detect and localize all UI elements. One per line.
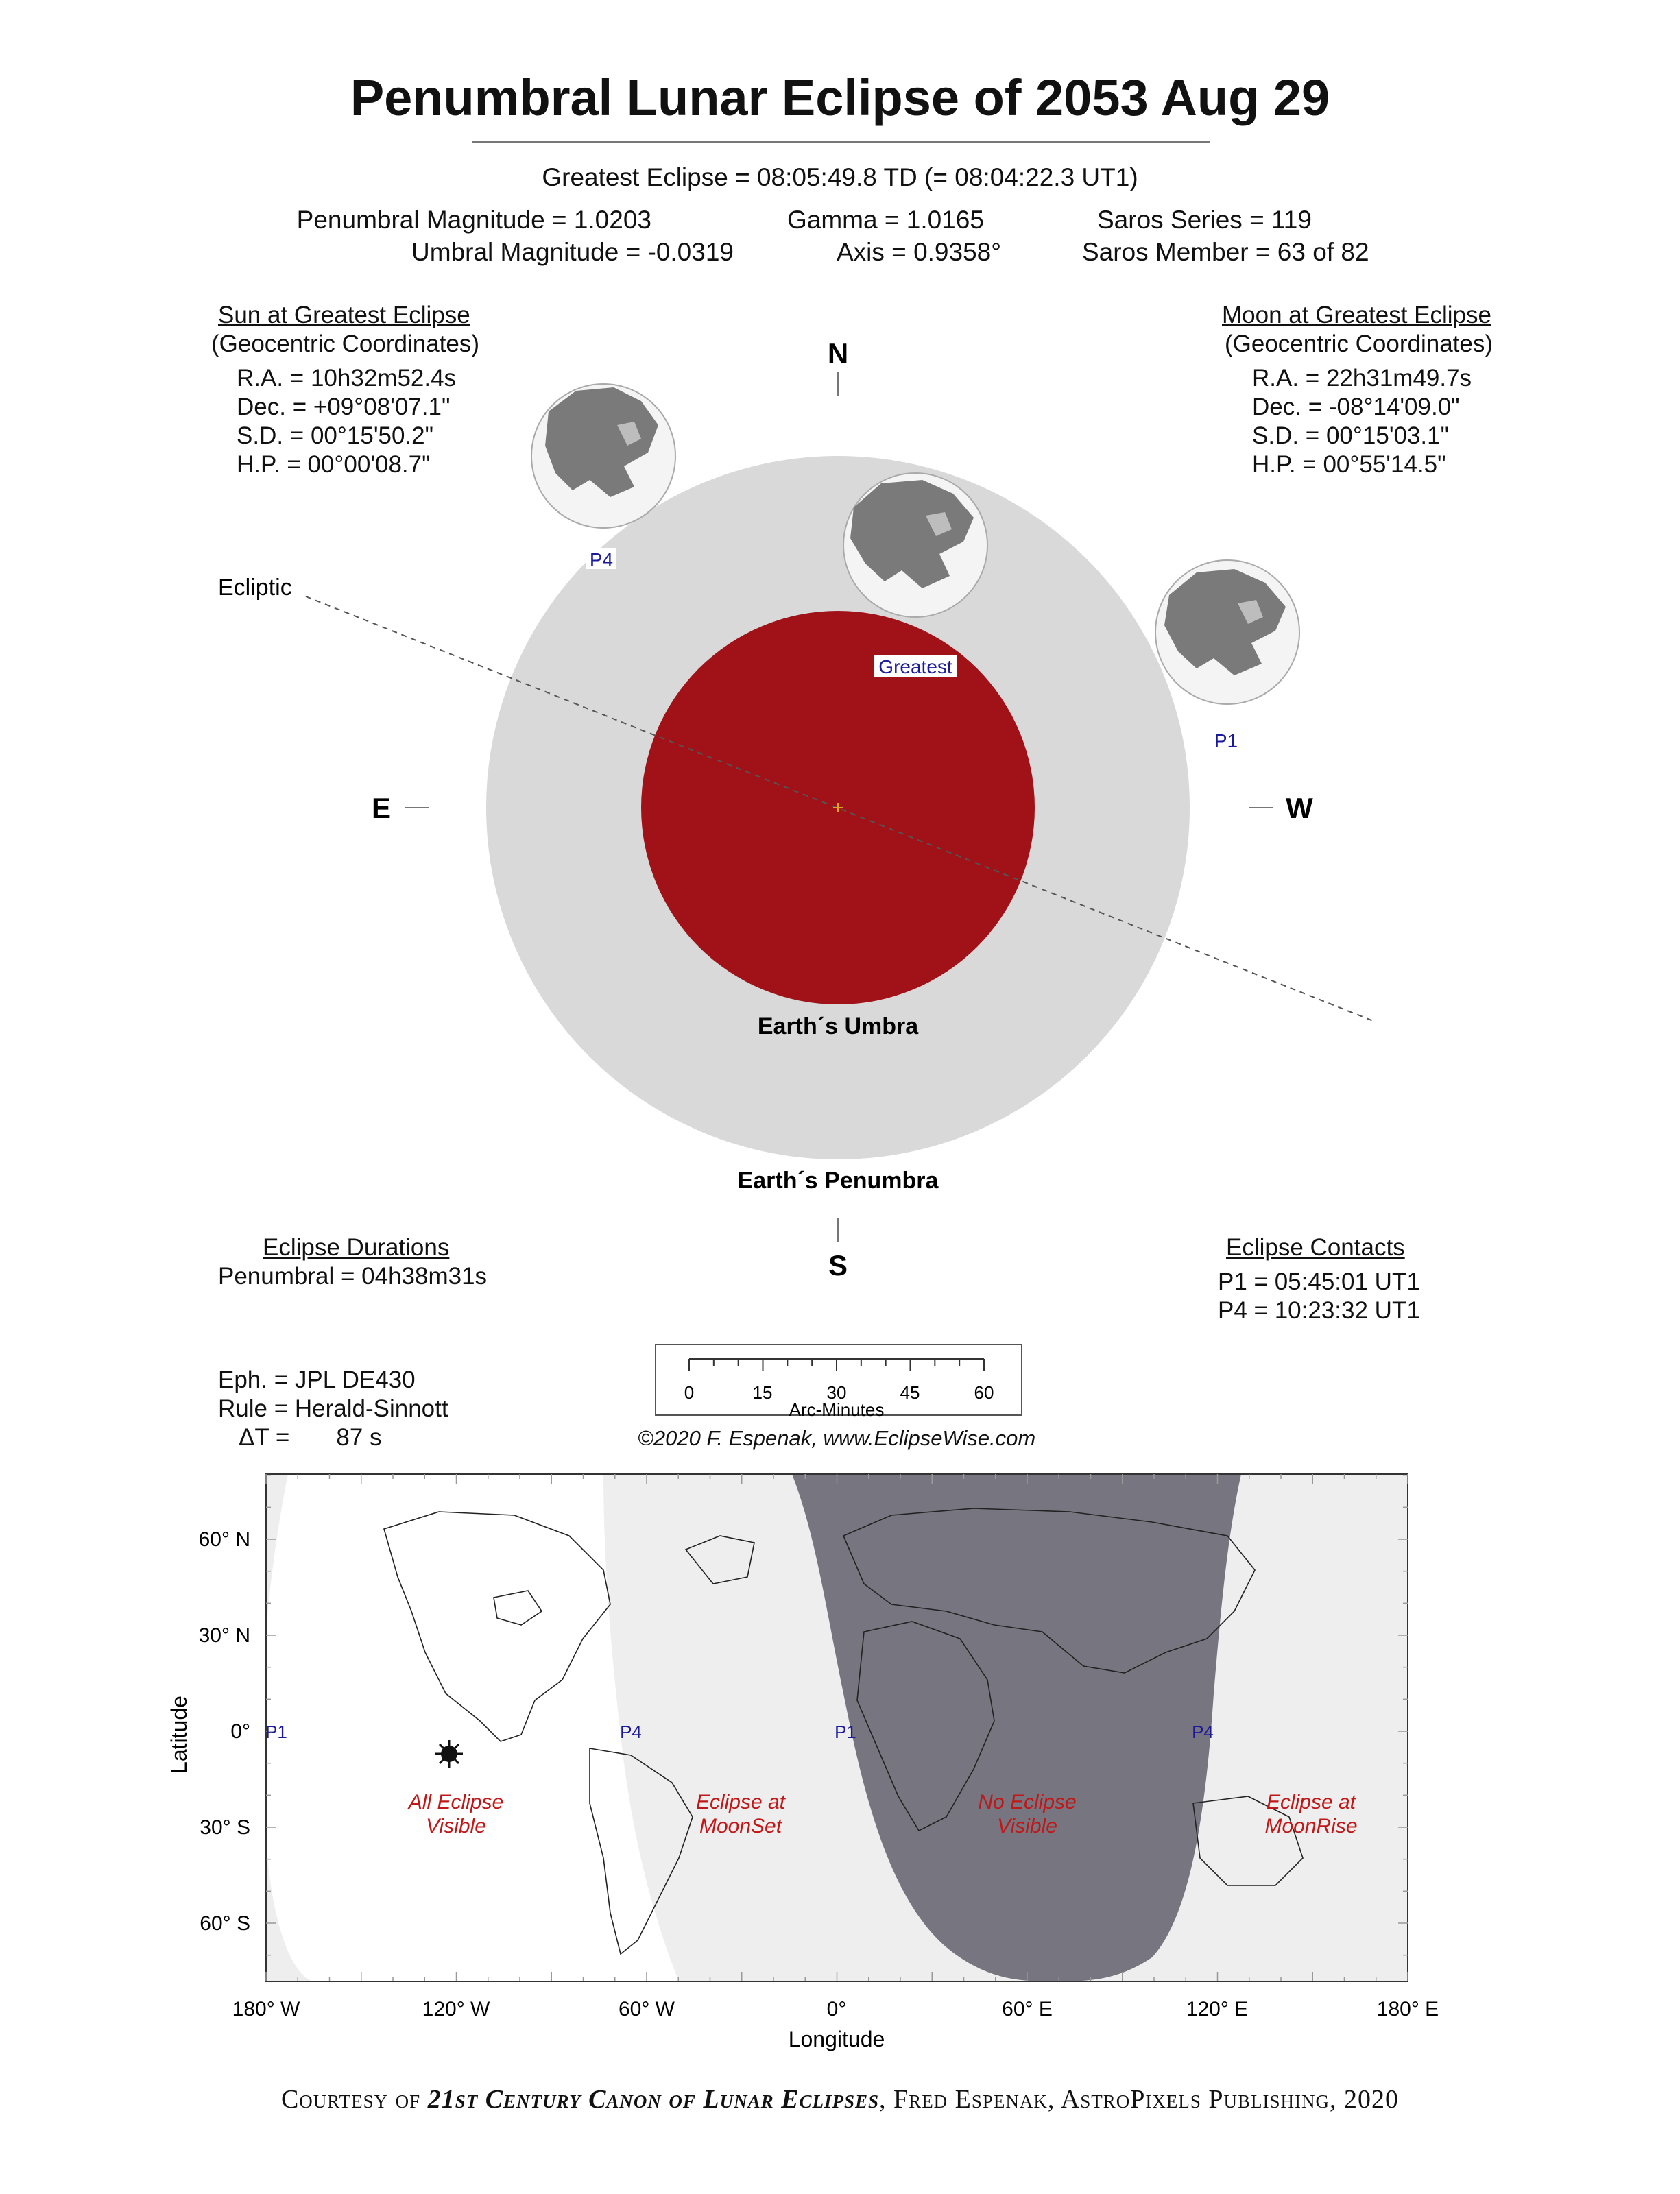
umbra-label: Earth´s Umbra [757, 1013, 919, 1039]
contact-p1: P1 = 05:45:01 UT1 [1218, 1268, 1420, 1295]
footer-credit [0, 2084, 1680, 2114]
map-marker-p4-west: P4 [620, 1722, 642, 1742]
penumbral-magnitude: Penumbral Magnitude = 1.0203 [296, 206, 651, 234]
p1-moon-label: P1 [1214, 730, 1238, 751]
scale-tick-label-0: 0 [684, 1382, 695, 1403]
moon-subheading: (Geocentric Coordinates) [1225, 330, 1493, 357]
map-marker-p1-west: P1 [265, 1722, 287, 1742]
saros-member: Saros Member = 63 of 82 [1082, 238, 1369, 266]
footer-suffix: , Fred Espenak, AstroPixels Publishing, 2020 [879, 2085, 1400, 2114]
scale-unit-label: Arc-Minutes [789, 1399, 885, 1420]
moon-hp: H.P. = 00°55'14.5" [1252, 451, 1446, 478]
region-moonset-line1: Eclipse at [695, 1791, 786, 1813]
moon-greatest [843, 473, 987, 617]
moon-p1 [1155, 560, 1299, 704]
region-moonrise-line1: Eclipse at [1266, 1791, 1356, 1813]
region-all-visible-line2: Visible [426, 1815, 486, 1837]
umbral-magnitude: Umbral Magnitude = -0.0319 [411, 238, 734, 266]
contact-p4: P4 = 10:23:32 UT1 [1218, 1297, 1420, 1324]
saros-series: Saros Series = 119 [1097, 206, 1312, 234]
sun-hp: H.P. = 00°00'08.7" [237, 451, 431, 478]
page-title: Penumbral Lunar Eclipse of 2053 Aug 29 [350, 69, 1330, 126]
moon-dec: Dec. = -08°14'09.0" [1252, 394, 1460, 420]
map-marker-p4-east: P4 [1192, 1722, 1214, 1742]
penumbral-duration: Penumbral = 04h38m31s [218, 1263, 488, 1290]
region-no-eclipse-line2: Visible [997, 1815, 1057, 1837]
latitude-axis-label: Latitude [167, 1696, 191, 1774]
lat-label-60n: 60° N [198, 1528, 250, 1551]
lon-label-60e: 60° E [1002, 1998, 1053, 2021]
lon-label-60w: 60° W [618, 1998, 675, 2021]
east-label: E [371, 792, 392, 824]
scale-tick-label-30: 30 [826, 1382, 847, 1403]
lat-label-30s: 30° S [200, 1816, 250, 1839]
sun-dec: Dec. = +09°08'07.1" [237, 394, 451, 420]
west-label: W [1286, 792, 1313, 824]
lat-label-0: 0° [230, 1720, 250, 1743]
footer-prefix: Courtesy of [280, 2085, 428, 2114]
arc-minutes-scale [655, 1344, 1025, 1419]
lon-label-0: 0° [826, 1998, 847, 2021]
ephemeris: Eph. = JPL DE430 [218, 1366, 416, 1393]
lon-label-120w: 120° W [422, 1998, 490, 2021]
region-moonset-line2: MoonSet [699, 1815, 782, 1837]
lon-label-180e: 180° E [1376, 1998, 1439, 2021]
gamma-value: Gamma = 1.0165 [787, 206, 984, 234]
durations-heading: Eclipse Durations [263, 1234, 450, 1261]
north-label: N [827, 337, 849, 370]
ecliptic-label: Ecliptic [218, 575, 292, 601]
lat-label-60s: 60° S [200, 1912, 250, 1935]
sun-subheading: (Geocentric Coordinates) [211, 330, 479, 357]
moon-heading: Moon at Greatest Eclipse [1222, 302, 1491, 328]
scale-tick-label-60: 60 [974, 1382, 994, 1403]
rule: Rule = Herald-Sinnott [218, 1395, 448, 1422]
sun-ra: R.A. = 10h32m52.4s [237, 365, 457, 391]
greatest-eclipse-time: Greatest Eclipse = 08:05:49.8 TD (= 08:04:22.3 UT1) [542, 163, 1138, 191]
moon-ra: R.A. = 22h31m49.7s [1252, 365, 1472, 391]
visibility-map [0, 1474, 1680, 2050]
moon-p4 [531, 384, 675, 528]
penumbra-label: Earth´s Penumbra [737, 1168, 939, 1194]
p4-moon-label: P4 [589, 549, 614, 570]
region-no-eclipse-line1: No Eclipse [978, 1791, 1077, 1813]
moon-sd: S.D. = 00°15'03.1" [1252, 422, 1450, 449]
lon-label-120e: 120° E [1186, 1998, 1249, 2021]
map-marker-p1-east: P1 [835, 1722, 856, 1742]
greatest-moon-label: Greatest [878, 656, 952, 677]
sun-heading: Sun at Greatest Eclipse [218, 302, 470, 328]
copyright: ©2020 F. Espenak, www.EclipseWise.com [638, 1426, 1036, 1450]
sun-sd: S.D. = 00°15'50.2" [237, 422, 434, 449]
contacts-heading: Eclipse Contacts [1226, 1234, 1405, 1261]
scale-tick-label-45: 45 [900, 1382, 920, 1403]
axis-value: Axis = 0.9358° [837, 238, 1002, 266]
lat-label-30n: 30° N [198, 1624, 250, 1647]
region-moonrise-line2: MoonRise [1264, 1815, 1358, 1837]
region-all-visible-line1: All Eclipse [408, 1791, 504, 1813]
scale-tick-label-15: 15 [752, 1382, 773, 1403]
lon-label-180w: 180° W [232, 1998, 300, 2021]
footer-book: 21st Century Canon of Lunar Eclipses [427, 2085, 880, 2114]
south-label: S [828, 1249, 848, 1281]
delta-t: ΔT = 87 s [239, 1424, 382, 1451]
longitude-axis-label: Longitude [788, 2027, 885, 2051]
